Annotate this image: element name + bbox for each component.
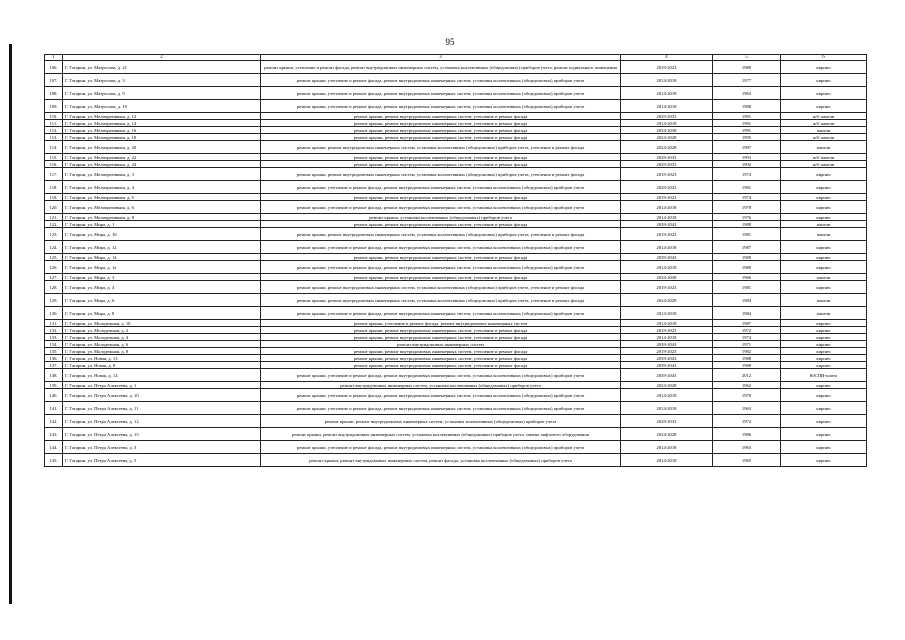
table-row	[45, 348, 867, 355]
wall-material-cell: ж/б панели	[781, 154, 867, 161]
header-cell-5: 5	[713, 55, 781, 61]
wall-material-cell: панели	[781, 294, 867, 307]
row-number: 130.	[45, 307, 63, 320]
address-cell: Г. Гагарин, ул. Мелиоративная, д. 6	[63, 201, 261, 214]
year-built-cell: 1988	[713, 362, 781, 369]
binding-margin-line	[9, 44, 12, 604]
table-row	[45, 334, 867, 341]
table-row	[45, 441, 867, 454]
table-row	[45, 307, 867, 320]
works-cell: ремонт крыши, ремонт внутридомовых инженерных систем, утепление и ремонт фасада	[261, 274, 621, 281]
works-cell: ремонт крыши, утепление и ремонт фасада, ремонт внутридомовых инженерных систем, установка коллективных (общедомовых) приборов учета	[261, 241, 621, 254]
address-cell: Г. Гагарин, ул. Мелиоративная, д. 18	[63, 134, 261, 141]
period-cell: 2014-2018	[621, 334, 713, 341]
period-cell: 2014-2018	[621, 389, 713, 402]
row-number: 110.	[45, 113, 63, 120]
row-number: 123.	[45, 228, 63, 241]
table-row	[45, 100, 867, 113]
year-built-cell: 1989	[713, 61, 781, 74]
row-number: 144.	[45, 441, 63, 454]
row-number: 115.	[45, 154, 63, 161]
works-cell: ремонт крыши, ремонт внутридомовых инженерных систем, утепление и ремонт фасада	[261, 161, 621, 168]
table-row	[45, 194, 867, 201]
works-cell: ремонт крыши, ремонт внутридомовых инженерных систем, утепление и ремонт фасада	[261, 334, 621, 341]
wall-material-cell: панели	[781, 127, 867, 134]
table-row	[45, 382, 867, 389]
address-cell: Г. Гагарин, ул. Петра Алексеева, д. 3	[63, 441, 261, 454]
row-number: 140.	[45, 389, 63, 402]
year-built-cell: 1995	[713, 134, 781, 141]
address-cell: Г. Гагарин, ул. Мелиоративная, д. 3	[63, 168, 261, 181]
period-cell: 2024-2028	[621, 428, 713, 441]
table-row	[45, 221, 867, 228]
address-cell: Г. Гагарин, ул. Мелиоративная, д. 5	[63, 194, 261, 201]
address-cell: Г. Гагарин, ул. Петра Алексеева, д. 15	[63, 428, 261, 441]
row-number: 136.	[45, 355, 63, 362]
address-cell: Г. Гагарин, ул. Мелиоративная, д. 12	[63, 113, 261, 120]
table-row	[45, 113, 867, 120]
row-number: 124.	[45, 241, 63, 254]
works-cell: ремонт крыши, ремонт внутридомовых инженерных систем, утепление и ремонт фасада	[261, 120, 621, 127]
period-cell: 2014-2018	[621, 307, 713, 320]
works-cell: ремонт крыши, ремонт внутридомовых инженерных систем, установка коллективных (общедомовых) приборов учета, утепление и ремонт фасада	[261, 168, 621, 181]
row-number: 119.	[45, 194, 63, 201]
wall-material-cell: кирпич	[781, 214, 867, 221]
year-built-cell: 1986	[713, 428, 781, 441]
works-cell: ремонт крыши, ремонт внутридомовых инженерных систем, утепление и ремонт фасада	[261, 154, 621, 161]
address-cell: Г. Гагарин, ул. Петра Алексеева, д. 5	[63, 454, 261, 467]
address-cell: Г. Гагарин, ул. Матросова, д. 19	[63, 100, 261, 113]
table-row	[45, 241, 867, 254]
period-cell: 2039-2043	[621, 221, 713, 228]
period-cell: 2024-2028	[621, 141, 713, 154]
address-cell: Г. Гагарин, ул. Мира, д. 1а	[63, 261, 261, 274]
period-cell: 2024-2028	[621, 134, 713, 141]
row-number: 122.	[45, 221, 63, 228]
address-cell: Г. Гагарин, ул. Мелиоративная, д. 4	[63, 181, 261, 194]
year-built-cell: 1971	[713, 341, 781, 348]
period-cell: 2014-2018	[621, 454, 713, 467]
table-row	[45, 161, 867, 168]
period-cell: 2029-2033	[621, 415, 713, 428]
wall-material-cell: кирпич	[781, 320, 867, 327]
year-built-cell: 1991	[713, 113, 781, 120]
row-number: 128.	[45, 281, 63, 294]
row-number: 113.	[45, 134, 63, 141]
address-cell: Г. Гагарин, ул. Петра Алексеева, д. 12	[63, 415, 261, 428]
address-cell: Г. Гагарин, ул. Матросова, д. 9	[63, 87, 261, 100]
wall-material-cell: кирпич	[781, 74, 867, 87]
row-number: 135.	[45, 348, 63, 355]
wall-material-cell: кирпич	[781, 201, 867, 214]
row-number: 120.	[45, 201, 63, 214]
year-built-cell: 1984	[713, 294, 781, 307]
year-built-cell: 1991	[713, 127, 781, 134]
works-cell: ремонт внутридомовых инженерных систем	[261, 341, 621, 348]
table-row	[45, 74, 867, 87]
row-number: 137.	[45, 362, 63, 369]
row-number: 117.	[45, 168, 63, 181]
row-number: 112.	[45, 127, 63, 134]
wall-material-cell: кирпич	[781, 334, 867, 341]
works-cell: ремонт крыши, ремонт внутридомовых инженерных систем, установка коллективных (общедомовых) приборов учета, утепление и ремонт фасада	[261, 281, 621, 294]
year-built-cell: 1981	[713, 228, 781, 241]
address-cell: Г. Гагарин, ул. Молодежная, д. 2	[63, 327, 261, 334]
wall-material-cell: ж/б панели	[781, 113, 867, 120]
works-cell: ремонт крыши, ремонт внутридомовых инженерных систем, установка коллективных (общедомовых) приборов учета, утепление и ремонт фасада	[261, 294, 621, 307]
address-cell: Г. Гагарин, ул. Мира, д. 10	[63, 228, 261, 241]
row-number: 121.	[45, 214, 63, 221]
wall-material-cell: кирпич	[781, 382, 867, 389]
wall-material-cell: кирпич	[781, 348, 867, 355]
wall-material-cell: кирпич	[781, 241, 867, 254]
wall-material-cell: кирпич	[781, 327, 867, 334]
period-cell: 2014-2018	[621, 74, 713, 87]
table-row	[45, 320, 867, 327]
wall-material-cell: кирпич	[781, 87, 867, 100]
address-cell: Г. Гагарин, ул. Мира, д. 14	[63, 254, 261, 261]
works-cell: ремонт крыши, утепление и ремонт фасада, ремонт внутридомовых инженерных систем, установка коллективных (общедомовых) приборов учета	[261, 369, 621, 382]
row-number: 141.	[45, 402, 63, 415]
works-cell: ремонт крыши, утепление и ремонт фасада, ремонт внутридомовых инженерных систем, установка коллективных (общедомовых) приборов учета	[261, 100, 621, 113]
year-built-cell: 1989	[713, 254, 781, 261]
works-cell: ремонт крыши, утепление и ремонт фасада, ремонт внутридомовых инженерных систем, установка коллективных (общедомовых) приборов учета, ремонт подвального помещения	[261, 61, 621, 74]
row-number: 143.	[45, 428, 63, 441]
wall-material-cell: кирпич	[781, 389, 867, 402]
year-built-cell: 1974	[713, 194, 781, 201]
works-cell: ремонт крыши, ремонт внутридомовых инженерных систем, утепление и ремонт фасада	[261, 327, 621, 334]
address-cell: Г. Гагарин, ул. Петра Алексеева, д. 1	[63, 382, 261, 389]
period-cell: 2014-2018	[621, 214, 713, 221]
address-cell: Г. Гагарин, ул. Молодежная, д. 10	[63, 320, 261, 327]
address-cell: Г. Гагарин, ул. Мира, д. 3	[63, 274, 261, 281]
wall-material-cell: кирпич	[781, 181, 867, 194]
works-cell: ремонт крыши, ремонт внутридомовых инженерных систем, установка коллективных (общедомовых) приборов учета, утепление и ремонт фасада	[261, 141, 621, 154]
wall-material-cell: кирпич	[781, 415, 867, 428]
year-built-cell: 1963	[713, 87, 781, 100]
year-built-cell: 1976	[713, 214, 781, 221]
period-cell: 2014-2018	[621, 441, 713, 454]
table-row	[45, 61, 867, 74]
address-cell: Г. Гагарин, ул. Новая, д. 13	[63, 355, 261, 362]
year-built-cell: 2012	[713, 369, 781, 382]
address-cell: Г. Гагарин, ул. Мелиоративная, д. 22	[63, 154, 261, 161]
period-cell: 2014-2018	[621, 100, 713, 113]
header-cell-1: 1	[45, 55, 63, 61]
year-built-cell: 1987	[713, 241, 781, 254]
address-cell: Г. Гагарин, ул. Мелиоративная, д. 14	[63, 120, 261, 127]
period-cell: 2019-2023	[621, 61, 713, 74]
wall-material-cell: ж/б панели	[781, 161, 867, 168]
period-cell: 2019-2023	[621, 168, 713, 181]
year-built-cell: 1987	[713, 320, 781, 327]
year-built-cell: 1984	[713, 307, 781, 320]
table-row	[45, 201, 867, 214]
year-built-cell: 1989	[713, 261, 781, 274]
table-row	[45, 181, 867, 194]
works-cell: ремонт крыши, ремонт внутридомовых инженерных систем, утепление и ремонт фасада	[261, 254, 621, 261]
address-cell: Г. Гагарин, ул. Новая, д. 14	[63, 369, 261, 382]
year-built-cell: 1997	[713, 141, 781, 154]
table-row	[45, 327, 867, 334]
address-cell: Г. Гагарин, ул. Петра Алексеева, д. 10	[63, 389, 261, 402]
row-number: 111.	[45, 120, 63, 127]
row-number: 126.	[45, 261, 63, 274]
wall-material-cell: кирпич	[781, 402, 867, 415]
period-cell: 2024-2028	[621, 382, 713, 389]
wall-material-cell: кирпич	[781, 261, 867, 274]
works-cell: ремонт крыши, утепление и ремонт фасада, ремонт внутридомовых инженерных систем, установка коллективных (общедомовых) приборов учета	[261, 402, 621, 415]
works-cell: ремонт крыши, утепление и ремонт фасада, ремонт внутридомовых инженерных систем, установка коллективных (общедомовых) приборов учета	[261, 441, 621, 454]
row-number: 106.	[45, 61, 63, 74]
table-row	[45, 120, 867, 127]
table-row	[45, 369, 867, 382]
table-row	[45, 134, 867, 141]
address-cell: Г. Гагарин, ул. Молодежная, д. 4	[63, 334, 261, 341]
row-number: 127.	[45, 274, 63, 281]
period-cell: 2024-2028	[621, 294, 713, 307]
wall-material-cell: кирпич	[781, 61, 867, 74]
works-cell: ремонт крыши, утепление и ремонт фасада, ремонт внутридомовых инженерных систем	[261, 320, 621, 327]
works-cell: ремонт крыши, ремонт внутридомовых инженерных систем, утепление и ремонт фасада	[261, 134, 621, 141]
period-cell: 2014-2018	[621, 241, 713, 254]
year-built-cell: 1981	[713, 181, 781, 194]
year-built-cell: 1992	[713, 161, 781, 168]
table-row	[45, 254, 867, 261]
period-cell: 2029-2033	[621, 181, 713, 194]
wall-material-cell: кирпич	[781, 254, 867, 261]
row-number: 108.	[45, 87, 63, 100]
row-number: 131.	[45, 320, 63, 327]
row-number: 129.	[45, 294, 63, 307]
wall-material-cell: кирпич	[781, 168, 867, 181]
address-cell: Г. Гагарин, ул. Мелиоративная, д. 20	[63, 141, 261, 154]
works-cell: ремонт крыши, ремонт внутридомовых инженерных систем, утепление и ремонт фасада	[261, 221, 621, 228]
period-cell: 2014-2018	[621, 120, 713, 127]
table-row	[45, 214, 867, 221]
wall-material-cell: ЮСПИ-плита	[781, 369, 867, 382]
works-cell: ремонт крыши, утепление и ремонт фасада, ремонт внутридомовых инженерных систем, установка коллективных (общедомовых) приборов учета	[261, 87, 621, 100]
table-row	[45, 281, 867, 294]
period-cell: 2039-2043	[621, 355, 713, 362]
table-row	[45, 154, 867, 161]
wall-material-cell: ж/б панели	[781, 120, 867, 127]
address-cell: Г. Гагарин, ул. Мира, д. 1	[63, 221, 261, 228]
year-built-cell: 1965	[713, 454, 781, 467]
row-number: 138.	[45, 369, 63, 382]
period-cell: 2029-2033	[621, 161, 713, 168]
works-cell: ремонт крыши, утепление и ремонт фасада, ремонт внутридомовых инженерных систем, установка коллективных (общедомовых) приборов учета	[261, 307, 621, 320]
wall-material-cell: панели	[781, 141, 867, 154]
table-row	[45, 341, 867, 348]
table-row	[45, 389, 867, 402]
works-cell: ремонт крыши, ремонт внутридомовых инженерных систем, ремонт фасада, установка коллективных (общедомовых) приборов учета	[261, 454, 621, 467]
year-built-cell: 1988	[713, 221, 781, 228]
period-cell: 2034-2038	[621, 127, 713, 134]
works-cell: ремонт крыши, утепление и ремонт фасада, ремонт внутридомовых инженерных систем, установка коллективных (общедомовых) приборов учета	[261, 201, 621, 214]
address-cell: Г. Гагарин, ул. Мелиоративная, д. 24	[63, 161, 261, 168]
period-cell: 2019-2023	[621, 281, 713, 294]
table-body	[45, 55, 867, 467]
address-cell: Г. Гагарин, ул. Молодежная, д. 6	[63, 341, 261, 348]
period-cell: 2039-2043	[621, 341, 713, 348]
address-cell: Г. Гагарин, ул. Мира, д. 8	[63, 307, 261, 320]
table-row	[45, 415, 867, 428]
address-cell: Г. Гагарин, ул. Молодежная, д. 8	[63, 348, 261, 355]
row-number: 109.	[45, 100, 63, 113]
year-built-cell: 1963	[713, 441, 781, 454]
address-cell: Г. Гагарин, ул. Мелиоративная, д. 16	[63, 127, 261, 134]
works-cell: ремонт крыши, ремонт внутридомовых инженерных систем, утепление и ремонт фасада	[261, 127, 621, 134]
works-cell: ремонт крыши, ремонт внутридомовых инженерных систем, утепление и ремонт фасада	[261, 194, 621, 201]
period-cell: 2029-2033	[621, 113, 713, 120]
wall-material-cell: панели	[781, 228, 867, 241]
period-cell: 2019-2023	[621, 327, 713, 334]
year-built-cell: 1977	[713, 74, 781, 87]
year-built-cell: 1988	[713, 355, 781, 362]
works-cell: ремонт внутридомовых инженерных систем, установка коллективных (общедомовых) приборов учета	[261, 382, 621, 389]
year-built-cell: 1991	[713, 120, 781, 127]
period-cell: 2034-2038	[621, 274, 713, 281]
period-cell: 2014-2018	[621, 201, 713, 214]
works-cell: ремонт крыши, ремонт внутридомовых инженерных систем, утепление и ремонт фасада	[261, 348, 621, 355]
period-cell: 2014-2018	[621, 87, 713, 100]
address-cell: Г. Гагарин, ул. Мира, д. 12	[63, 241, 261, 254]
table-row	[45, 168, 867, 181]
address-cell: Г. Гагарин, ул. Мелиоративная, д. 8	[63, 214, 261, 221]
wall-material-cell: кирпич	[781, 441, 867, 454]
capital-repair-table	[44, 54, 867, 467]
period-cell: 2019-2023	[621, 228, 713, 241]
header-cell-6: 6	[781, 55, 867, 61]
year-built-cell: 1972	[713, 327, 781, 334]
header-cell-3: 3	[261, 55, 621, 61]
address-cell: Г. Гагарин, ул. Мира, д. 4	[63, 281, 261, 294]
wall-material-cell: кирпич	[781, 341, 867, 348]
wall-material-cell: кирпич	[781, 355, 867, 362]
row-number: 142.	[45, 415, 63, 428]
year-built-cell: 1993	[713, 154, 781, 161]
table-row	[45, 402, 867, 415]
row-number: 118.	[45, 181, 63, 194]
period-cell: 2039-2043	[621, 254, 713, 261]
year-built-cell: 1962	[713, 382, 781, 389]
wall-material-cell: кирпич	[781, 362, 867, 369]
year-built-cell: 1988	[713, 100, 781, 113]
wall-material-cell: кирпич	[781, 454, 867, 467]
year-built-cell: 1982	[713, 348, 781, 355]
table-row	[45, 454, 867, 467]
table-row	[45, 87, 867, 100]
year-built-cell: 1972	[713, 415, 781, 428]
works-cell: ремонт крыши, утепление и ремонт фасада, ремонт внутридомовых инженерных систем, установка коллективных (общедомовых) приборов учета	[261, 389, 621, 402]
period-cell: 2014-2018	[621, 261, 713, 274]
works-cell: ремонт крыши, ремонт внутридомовых инженерных систем, установка коллективных (общедомовых) приборов учета, замена лифтового оборудования	[261, 428, 621, 441]
address-cell: Г. Гагарин, ул. Новая, д. 8	[63, 362, 261, 369]
works-cell: ремонт крыши, утепление и ремонт фасада, ремонт внутридомовых инженерных систем, установка коллективных (общедомовых) приборов учета	[261, 261, 621, 274]
period-cell: 2029-2033	[621, 154, 713, 161]
wall-material-cell: кирпич	[781, 100, 867, 113]
row-number: 125.	[45, 254, 63, 261]
wall-material-cell: панели	[781, 274, 867, 281]
works-cell: ремонт крыши, ремонт внутридомовых инженерных систем, утепление и ремонт фасада	[261, 362, 621, 369]
works-cell: ремонт крыши, ремонт внутридомовых инженерных систем, утепление и ремонт фасада	[261, 113, 621, 120]
table-row	[45, 261, 867, 274]
period-cell: 2019-2023	[621, 348, 713, 355]
table-row	[45, 355, 867, 362]
year-built-cell: 1981	[713, 281, 781, 294]
wall-material-cell: кирпич	[781, 281, 867, 294]
year-built-cell: 1974	[713, 334, 781, 341]
table-row	[45, 127, 867, 134]
table-row	[45, 428, 867, 441]
year-built-cell: 1966	[713, 274, 781, 281]
wall-material-cell: ж/б панели	[781, 134, 867, 141]
row-number: 132.	[45, 327, 63, 334]
row-number: 134.	[45, 341, 63, 348]
row-number: 114.	[45, 141, 63, 154]
works-cell: ремонт крыши, ремонт внутридомовых инженерных систем, установка коллективных (общедомовых) приборов учета	[261, 415, 621, 428]
address-cell: Г. Гагарин, ул. Петра Алексеева, д. 11	[63, 402, 261, 415]
table-row	[45, 228, 867, 241]
row-number: 107.	[45, 74, 63, 87]
year-built-cell: 1978	[713, 201, 781, 214]
works-cell: ремонт крыши, утепление и ремонт фасада, ремонт внутридомовых инженерных систем, установка коллективных (общедомовых) приборов учета	[261, 74, 621, 87]
year-built-cell: 1970	[713, 389, 781, 402]
table-row	[45, 294, 867, 307]
wall-material-cell: кирпич	[781, 428, 867, 441]
works-cell: ремонт крыши, установка коллективных (общедомовых) приборов учета	[261, 214, 621, 221]
period-cell: 2039-2043	[621, 362, 713, 369]
period-cell: 2019-2023	[621, 194, 713, 201]
period-cell: 2014-2018	[621, 320, 713, 327]
year-built-cell: 1963	[713, 402, 781, 415]
header-cell-4: 4	[621, 55, 713, 61]
wall-material-cell: панели	[781, 307, 867, 320]
year-built-cell: 1974	[713, 168, 781, 181]
address-cell: Г. Гагарин, ул. Матросова, д. 3	[63, 74, 261, 87]
row-number: 139.	[45, 382, 63, 389]
wall-material-cell: панели	[781, 221, 867, 228]
wall-material-cell: кирпич	[781, 194, 867, 201]
works-cell: ремонт крыши, утепление и ремонт фасада, ремонт внутридомовых инженерных систем, установка коллективных (общедомовых) приборов учета	[261, 181, 621, 194]
header-cell-2: 2	[63, 55, 261, 61]
period-cell: 2039-2043	[621, 369, 713, 382]
row-number: 116.	[45, 161, 63, 168]
table-row	[45, 362, 867, 369]
works-cell: ремонт крыши, ремонт внутридомовых инженерных систем, установка коллективных (общедомовых) приборов учета, утепление и ремонт фасада	[261, 228, 621, 241]
works-cell: ремонт крыши, ремонт внутридомовых инженерных систем, утепление и ремонт фасада	[261, 355, 621, 362]
row-number: 133.	[45, 334, 63, 341]
row-number: 145.	[45, 454, 63, 467]
page-number: 95	[445, 37, 455, 47]
table-row	[45, 141, 867, 154]
period-cell: 2014-2018	[621, 402, 713, 415]
address-cell: Г. Гагарин, ул. Мира, д. 6	[63, 294, 261, 307]
address-cell: Г. Гагарин, ул. Матросова, д. 21	[63, 61, 261, 74]
table-row	[45, 274, 867, 281]
